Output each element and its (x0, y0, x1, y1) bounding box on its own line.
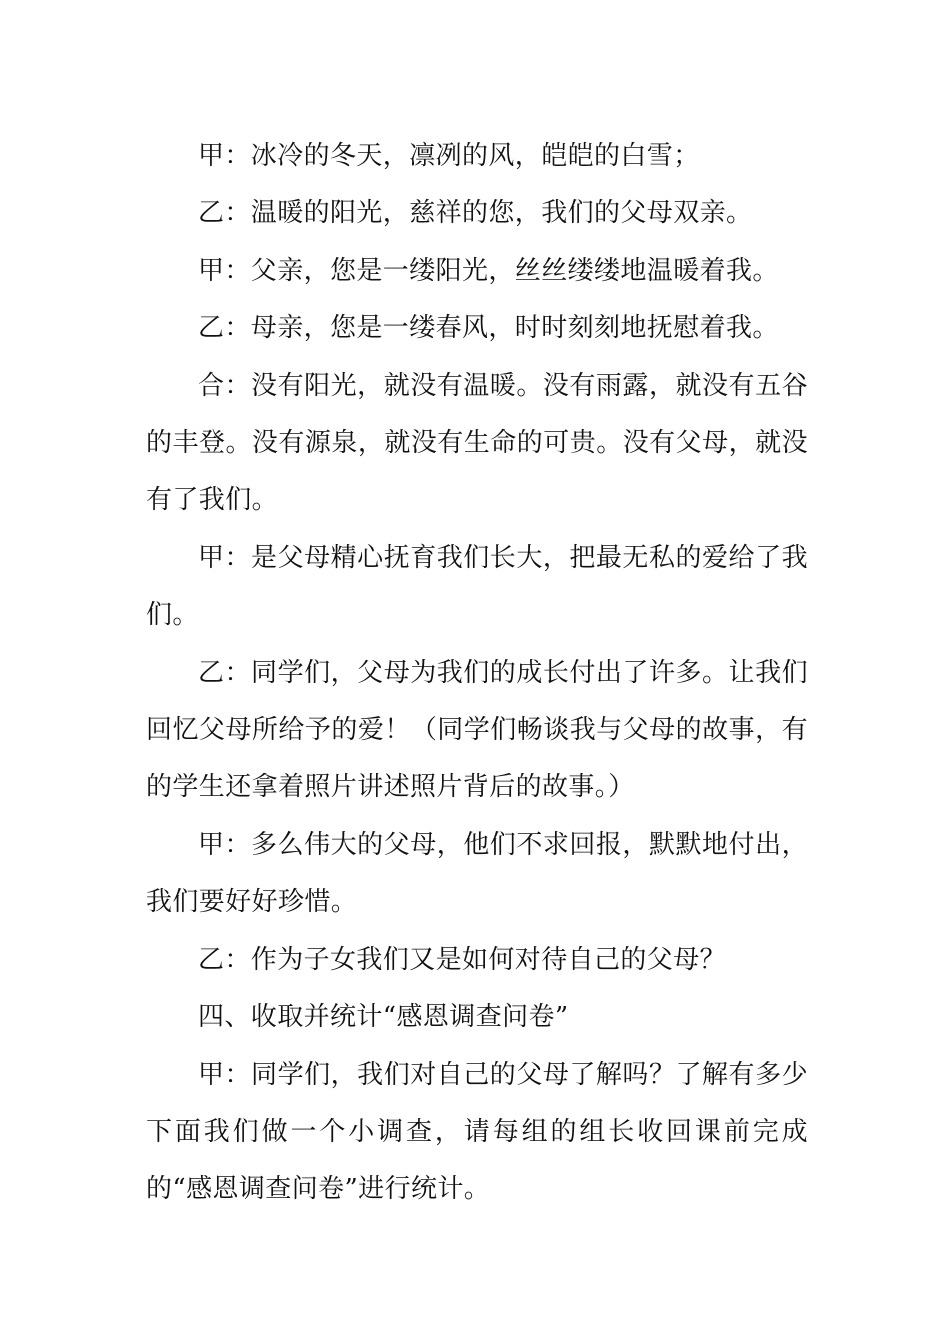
paragraph-8: 甲：多么伟大的父母，他们不求回报，默默地付出，我们要好好珍惜。 (146, 829, 808, 918)
paragraph-9: 乙：作为子女我们又是如何对待自己的父母？ (198, 944, 727, 975)
paragraph-6: 甲：是父母精心抚育我们长大，把最无私的爱给了我们。 (146, 542, 808, 631)
paragraph-5: 合：没有阳光，就没有温暖。没有雨露，就没有五谷的丰登。没有源泉，就没有生命的可贵。没有父母，就没有了我们。 (146, 370, 808, 516)
paragraph-3: 甲：父亲，您是一缕阳光，丝丝缕缕地温暖着我。 (198, 255, 779, 286)
document-body (146, 128, 808, 1219)
paragraph-11: 甲：同学们，我们对自己的父母了解吗？了解有多少下面我们做一个小调查，请每组的组长收回课前完成的“感恩调查问卷”进行统计。 (146, 1059, 808, 1205)
paragraph-2: 乙：温暖的阳光，慈祥的您，我们的父母双亲。 (198, 198, 753, 229)
paragraph-4: 乙：母亲，您是一缕春风，时时刻刻地抚慰着我。 (198, 313, 779, 344)
paragraph-7: 乙：同学们，父母为我们的成长付出了许多。让我们回忆父母所给予的爱！（同学们畅谈我与父母的故事，有的学生还拿着照片讲述照片背后的故事。） (146, 657, 808, 803)
section-heading: 四、收取并统计“感恩调查问卷” (198, 1002, 569, 1033)
paragraph-1: 甲：冰冷的冬天，凛冽的风，皑皑的白雪； (198, 141, 700, 171)
